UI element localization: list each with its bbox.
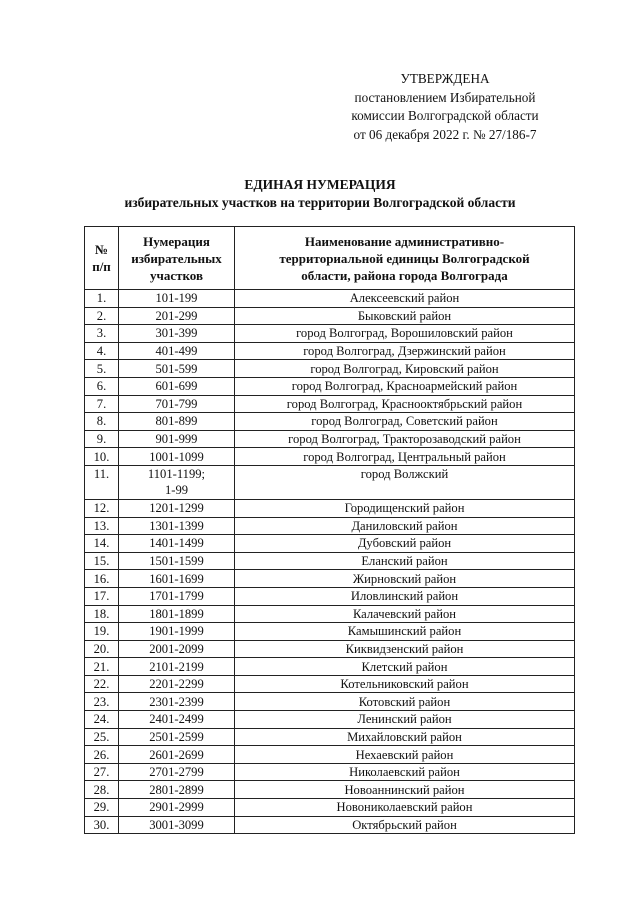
row-number: 13. bbox=[85, 517, 119, 535]
row-range: 301-399 bbox=[119, 325, 235, 343]
row-number: 9. bbox=[85, 430, 119, 448]
table-row bbox=[85, 430, 575, 448]
table-row bbox=[85, 623, 575, 641]
row-range: 1001-1099 bbox=[119, 448, 235, 466]
row-range: 801-899 bbox=[119, 413, 235, 431]
header-name-line: области, района города Волгограда bbox=[301, 267, 508, 283]
table-row bbox=[85, 746, 575, 764]
table-row bbox=[85, 413, 575, 431]
row-name: город Волгоград, Красноармейский район bbox=[235, 377, 575, 395]
row-range: 201-299 bbox=[119, 307, 235, 325]
row-range: 1401-1499 bbox=[119, 535, 235, 553]
row-number: 8. bbox=[85, 413, 119, 431]
row-range: 2701-2799 bbox=[119, 763, 235, 781]
row-number: 18. bbox=[85, 605, 119, 623]
row-number: 19. bbox=[85, 623, 119, 641]
approval-line: УТВЕРЖДЕНА bbox=[400, 71, 490, 86]
header-name-line: Наименование административно- bbox=[304, 233, 505, 249]
row-name: город Волгоград, Советский район bbox=[235, 413, 575, 431]
row-name: Октябрьский район bbox=[235, 816, 575, 834]
header-name-line: территориальной единицы Волгоградской bbox=[279, 250, 530, 266]
table-row bbox=[85, 342, 575, 360]
table-row bbox=[85, 605, 575, 623]
row-name: Быковский район bbox=[235, 307, 575, 325]
row-range: 2401-2499 bbox=[119, 711, 235, 729]
row-range: 2101-2199 bbox=[119, 658, 235, 676]
row-range: 2801-2899 bbox=[119, 781, 235, 799]
header-name bbox=[235, 227, 575, 290]
header-range-line: Нумерация bbox=[143, 233, 210, 249]
row-number: 5. bbox=[85, 360, 119, 378]
row-number: 22. bbox=[85, 675, 119, 693]
row-number: 25. bbox=[85, 728, 119, 746]
row-name: Николаевский район bbox=[235, 763, 575, 781]
row-name: Котельниковский район bbox=[235, 675, 575, 693]
row-range: 1301-1399 bbox=[119, 517, 235, 535]
row-number: 21. bbox=[85, 658, 119, 676]
row-range-line: 1101-1199; bbox=[147, 466, 206, 481]
row-range: 1901-1999 bbox=[119, 623, 235, 641]
table-row bbox=[85, 325, 575, 343]
table-row bbox=[85, 377, 575, 395]
table-row bbox=[85, 307, 575, 325]
row-name: Клетский район bbox=[235, 658, 575, 676]
row-number: 29. bbox=[85, 799, 119, 817]
row-name: город Волгоград, Ворошиловский район bbox=[235, 325, 575, 343]
row-name: город Волгоград, Тракторозаводский район bbox=[235, 430, 575, 448]
row-range: 1201-1299 bbox=[119, 499, 235, 517]
table-row bbox=[85, 465, 575, 499]
row-name: Калачевский район bbox=[235, 605, 575, 623]
document-title bbox=[60, 176, 580, 212]
polling-stations-table bbox=[84, 226, 575, 834]
title-line-1: ЕДИНАЯ НУМЕРАЦИЯ bbox=[244, 177, 396, 192]
table-row bbox=[85, 693, 575, 711]
row-number: 23. bbox=[85, 693, 119, 711]
row-name: Камышинский район bbox=[235, 623, 575, 641]
row-range: 2601-2699 bbox=[119, 746, 235, 764]
table-row bbox=[85, 728, 575, 746]
row-number: 3. bbox=[85, 325, 119, 343]
row-range: 1601-1699 bbox=[119, 570, 235, 588]
table-row bbox=[85, 535, 575, 553]
table-row bbox=[85, 290, 575, 308]
row-name: Еланский район bbox=[235, 552, 575, 570]
row-number: 15. bbox=[85, 552, 119, 570]
table-row bbox=[85, 640, 575, 658]
row-number: 1. bbox=[85, 290, 119, 308]
row-number: 6. bbox=[85, 377, 119, 395]
title-line-2: избирательных участков на территории Волгоградской области bbox=[124, 195, 516, 210]
row-name: Ленинский район bbox=[235, 711, 575, 729]
row-number: 24. bbox=[85, 711, 119, 729]
header-range bbox=[119, 227, 235, 290]
row-name: Котовский район bbox=[235, 693, 575, 711]
row-number: 26. bbox=[85, 746, 119, 764]
row-number: 7. bbox=[85, 395, 119, 413]
table-row bbox=[85, 360, 575, 378]
row-number: 2. bbox=[85, 307, 119, 325]
header-number bbox=[85, 227, 119, 290]
table-header-row bbox=[85, 227, 575, 290]
table-row bbox=[85, 448, 575, 466]
table-row bbox=[85, 799, 575, 817]
row-range: 3001-3099 bbox=[119, 816, 235, 834]
row-name: Иловлинский район bbox=[235, 587, 575, 605]
table-row bbox=[85, 816, 575, 834]
row-range: 101-199 bbox=[119, 290, 235, 308]
row-name: город Волгоград, Краснооктябрьский район bbox=[235, 395, 575, 413]
table-row bbox=[85, 781, 575, 799]
row-range-line: 1-99 bbox=[164, 482, 189, 497]
row-range: 2901-2999 bbox=[119, 799, 235, 817]
approval-block bbox=[330, 70, 560, 144]
row-name: Даниловский район bbox=[235, 517, 575, 535]
row-number: 16. bbox=[85, 570, 119, 588]
row-range: 601-699 bbox=[119, 377, 235, 395]
approval-line: от 06 декабря 2022 г. № 27/186-7 bbox=[353, 126, 537, 142]
row-name: город Волжский bbox=[235, 465, 575, 499]
row-range: 1801-1899 bbox=[119, 605, 235, 623]
table-row bbox=[85, 517, 575, 535]
table-row bbox=[85, 675, 575, 693]
row-name: Дубовский район bbox=[235, 535, 575, 553]
table-row bbox=[85, 552, 575, 570]
row-range: 2501-2599 bbox=[119, 728, 235, 746]
row-range: 401-499 bbox=[119, 342, 235, 360]
row-name: город Волгоград, Центральный район bbox=[235, 448, 575, 466]
row-range: 901-999 bbox=[119, 430, 235, 448]
row-number: 10. bbox=[85, 448, 119, 466]
row-name: Городищенский район bbox=[235, 499, 575, 517]
row-range: 2301-2399 bbox=[119, 693, 235, 711]
row-number: 28. bbox=[85, 781, 119, 799]
row-range: 1501-1599 bbox=[119, 552, 235, 570]
approval-line: комиссии Волгоградской области bbox=[351, 108, 539, 124]
row-number: 20. bbox=[85, 640, 119, 658]
row-number: 11. bbox=[85, 465, 119, 499]
table-row bbox=[85, 570, 575, 588]
row-name: Киквидзенский район bbox=[235, 640, 575, 658]
header-number-line: № bbox=[94, 242, 109, 257]
row-range: 2001-2099 bbox=[119, 640, 235, 658]
row-range: 701-799 bbox=[119, 395, 235, 413]
row-number: 30. bbox=[85, 816, 119, 834]
table-row bbox=[85, 711, 575, 729]
table-row bbox=[85, 587, 575, 605]
row-name: Новоаннинский район bbox=[235, 781, 575, 799]
header-range-line: избирательных bbox=[131, 250, 222, 266]
row-name: город Волгоград, Кировский район bbox=[235, 360, 575, 378]
row-name: Жирновский район bbox=[235, 570, 575, 588]
row-range bbox=[119, 465, 235, 499]
header-range-line: участков bbox=[149, 267, 203, 283]
row-name: Алексеевский район bbox=[235, 290, 575, 308]
row-number: 27. bbox=[85, 763, 119, 781]
table-row bbox=[85, 658, 575, 676]
row-number: 17. bbox=[85, 587, 119, 605]
table-row bbox=[85, 763, 575, 781]
row-name: Михайловский район bbox=[235, 728, 575, 746]
table-row bbox=[85, 395, 575, 413]
row-number: 4. bbox=[85, 342, 119, 360]
row-number: 14. bbox=[85, 535, 119, 553]
row-name: город Волгоград, Дзержинский район bbox=[235, 342, 575, 360]
row-name: Новониколаевский район bbox=[235, 799, 575, 817]
header-number-line: п/п bbox=[92, 259, 111, 274]
row-number: 12. bbox=[85, 499, 119, 517]
row-range: 501-599 bbox=[119, 360, 235, 378]
table-row bbox=[85, 499, 575, 517]
approval-line: постановлением Избирательной bbox=[354, 89, 536, 105]
row-name: Нехаевский район bbox=[235, 746, 575, 764]
row-range: 2201-2299 bbox=[119, 675, 235, 693]
row-range: 1701-1799 bbox=[119, 587, 235, 605]
